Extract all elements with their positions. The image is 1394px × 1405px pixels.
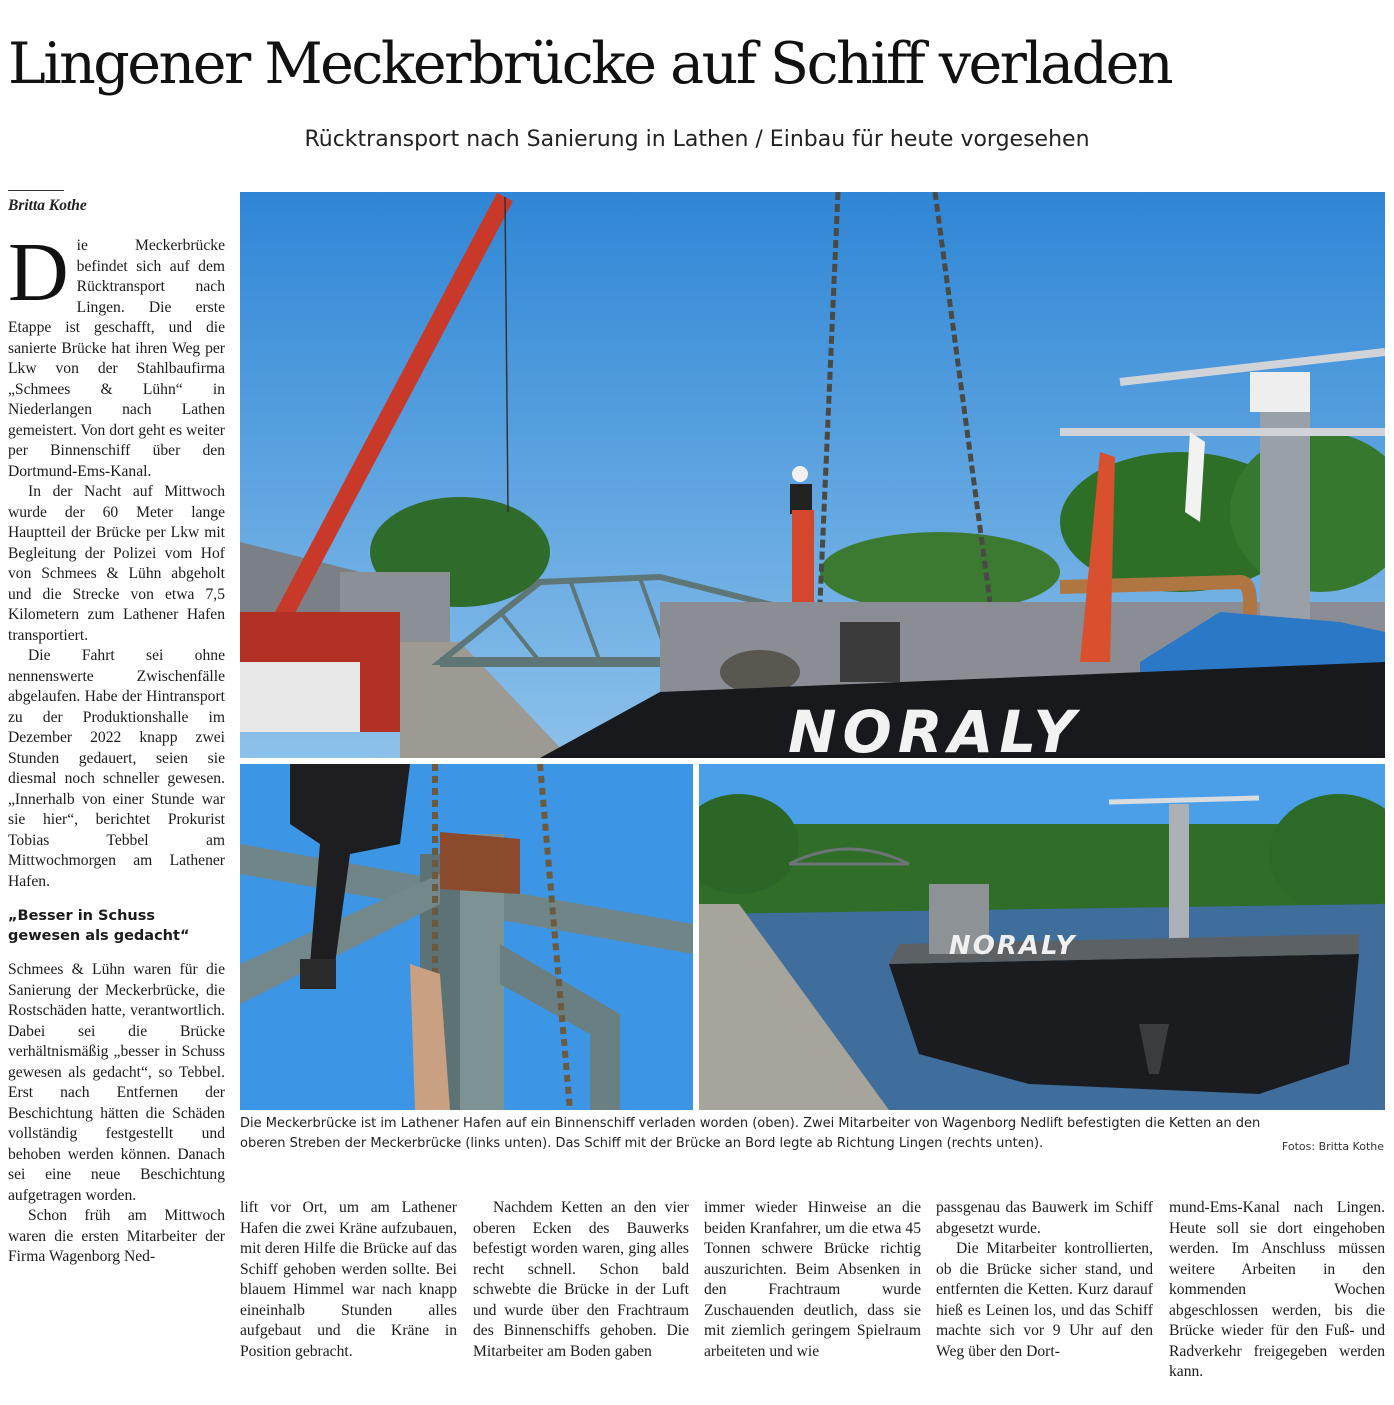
- subheadline: Rücktransport nach Sanierung in Lathen / Einbau für heute vorgesehen: [304, 127, 1090, 152]
- body-paragraph: Schon früh am Mittwoch waren die ersten Mitarbeiter der Firma Wagenborg Ned-: [8, 1207, 225, 1265]
- author-byline: Britta Kothe: [8, 197, 87, 214]
- body-paragraph: Die Mitarbeiter kontrollierten, ob die Brücke sicher stand, und entfernten die Ketten. Kurz darauf hieß es Leinen los, und das Schiff machte sich vor 9 Uhr auf den Weg über den Dort-: [936, 1240, 1153, 1360]
- article-column-5: [936, 1198, 1153, 1362]
- photo-workers-chains: [240, 764, 693, 1110]
- headline: Lingener Meckerbrücke auf Schiff verladen: [8, 31, 1172, 97]
- body-paragraph: Nachdem Ketten an den vier oberen Ecken des Bauwerks befestigt worden waren, ging alles recht schnell. Schon bald schwebte die Brücke in der Luft und wurde über den Frachtraum des Binnenschiffs gehoben. Die Mitarbeiter am Boden gaben: [473, 1199, 689, 1360]
- photo-credit: Fotos: Britta Kothe: [1281, 1140, 1384, 1153]
- body-paragraph: immer wieder Hinweise an die beiden Kranfahrer, um die etwa 45 Tonnen schwere Brücke richtig auszurichten. Beim Absenken in den Frachtraum wurde Zuschauenden deutlich, dass sie mit ziemlich geringem Spielraum arbeiteten und wie: [704, 1199, 921, 1360]
- ship-name-label: NORALY: [949, 931, 1077, 961]
- body-paragraph: In der Nacht auf Mittwoch wurde der 60 Meter lange Hauptteil der Brücke per Lkw mit Begleitung der Polizei vom Hof von Schmees & Lühn abgeholt und die Strecke von etwa 7,5 Kilometern zum Lathener Hafen transportiert.: [8, 483, 225, 644]
- article-column-4: [704, 1198, 921, 1362]
- body-paragraph: passgenau das Bauwerk im Schiff abgesetzt wurde.: [936, 1199, 1153, 1237]
- byline-rule: [8, 190, 64, 191]
- dropcap: D: [8, 226, 69, 319]
- article-column-3: [473, 1198, 689, 1362]
- photo-caption: Die Meckerbrücke ist im Lathener Hafen auf ein Binnenschiff verladen worden (oben). Zwei Mitarbeiter von Wagenborg Nedlift befestigten die Ketten an den oberen Streben der Meckerbrücke (links unten). Das Schiff mit der Brücke an Bord legte ab Richtung Lingen (rechts unten).: [240, 1116, 1261, 1151]
- photo-bridge-loading: [240, 192, 1385, 758]
- body-paragraph: lift vor Ort, um am Lathener Hafen die zwei Kräne aufzubauen, mit deren Hilfe die Brücke auf das Schiff gehoben werden sollte. Bei blauem Himmel war nach knapp eineinhalb Stunden alles aufgebaut und die Kräne in Position gebracht.: [240, 1199, 457, 1360]
- body-paragraph: Schmees & Lühn waren für die Sanierung der Meckerbrücke, die Rostschäden hatte, verantwortlich. Dabei sei die Brücke verhältnismäßig „besser in Schuss gewesen als gedacht“, so Tebbel. Erst nach Entfernen der Beschichtung hätten die Schäden vollständig festgestellt und behoben werden können. Danach sei eine neue Beschichtung aufgetragen worden.: [8, 961, 225, 1204]
- body-paragraph: ie Meckerbrücke befindet sich auf dem Rücktransport nach Lingen. Die erste Etappe ist geschafft, und die sanierte Brücke hat ihren Weg per Lkw von der Stahlbaufirma „Schmees & Lühn“ in Niederlangen nach Lathen gemeistert. Von dort geht es weiter per Binnenschiff über den Dortmund-Ems-Kanal.: [8, 237, 225, 480]
- photo-ship-departing: [699, 764, 1385, 1110]
- section-subhead: „Besser in Schuss gewesen als gedacht“: [8, 908, 190, 944]
- article-column-1: [8, 226, 225, 1268]
- body-paragraph: Die Fahrt sei ohne nennenswerte Zwischenfälle abgelaufen. Habe der Hintransport zu der Produktionshalle im Dezember 2022 knapp zwei Stunden gedauert, seien sie diesmal noch schneller gewesen. „Innerhalb von einer Stunde war sie hier“, berichtet Prokurist Tobias Tebbel am Mittwochmorgen am Lathener Hafen.: [8, 647, 225, 890]
- ship-name-label: NORALY: [788, 698, 1082, 758]
- article-column-2: [240, 1198, 457, 1362]
- article-column-6: [1169, 1198, 1385, 1383]
- body-paragraph: mund-Ems-Kanal nach Lingen. Heute soll sie dort eingehoben werden. Im Anschluss müssen weitere Arbeiten in den kommenden Wochen abgeschlossen werden, bis die Brücke wieder für den Fuß- und Radverkehr freigegeben werden kann.: [1169, 1199, 1385, 1380]
